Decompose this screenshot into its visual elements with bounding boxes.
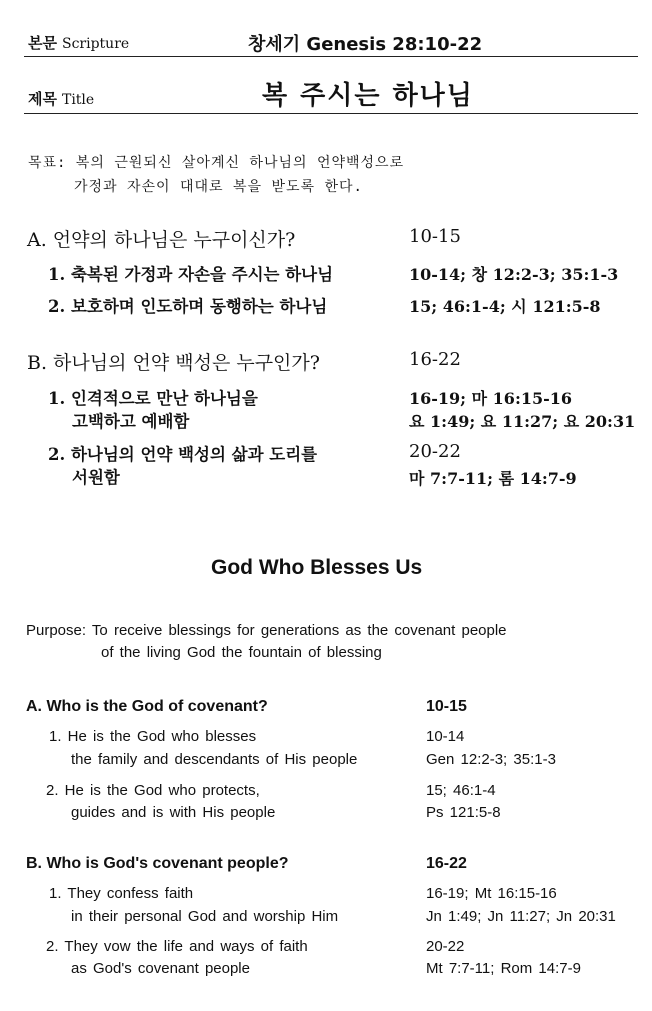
- section-b-item2-ref2-en: Mt 7:7-11; Rom 14:7-9: [426, 960, 581, 977]
- section-b-item1-line2-en: in their personal God and worship Him: [71, 908, 339, 925]
- scripture-reference: 창세기 Genesis 28:10-22: [248, 34, 483, 55]
- section-b-item2-line1-en: 2. They vow the life and ways of faith: [46, 938, 308, 955]
- scripture-label: [28, 32, 129, 53]
- section-a-item2-ko: 2. 보호하며 인도하며 동행하는 하나님: [48, 297, 328, 316]
- section-a-heading-ko: A. 언약의 하나님은 누구이신가?: [27, 229, 296, 251]
- section-b-ref-ko: 16-22: [409, 349, 461, 370]
- section-a-item1-line1-en: 1. He is the God who blesses: [49, 728, 257, 745]
- scripture-label-en: Scripture: [61, 36, 130, 52]
- section-a-item1-ko: 1. 축복된 가정과 자손을 주시는 하나님: [48, 265, 334, 284]
- section-a-item2-ref1-en: 15; 46:1-4: [426, 782, 496, 799]
- purpose-en-line2: of the living God the fountain of blessing: [101, 644, 382, 661]
- section-a-item1-line2-en: the family and descendants of His people: [71, 751, 358, 768]
- section-b-item2-line2-ko: 서원함: [72, 468, 120, 487]
- section-b-item2-line2-en: as God's covenant people: [71, 960, 250, 977]
- section-b-heading-ko: B. 하나님의 언약 백성은 누구인가?: [27, 352, 320, 374]
- purpose-en-line1: Purpose: To receive blessings for generations as the covenant people: [26, 622, 507, 639]
- english-title: God Who Blesses Us: [211, 556, 423, 579]
- title-label-en: Title: [61, 92, 95, 108]
- page-title: 복 주시는 하나님: [262, 81, 474, 111]
- section-a-item1-ref-ko: 10-14; 창 12:2-3; 35:1-3: [409, 265, 619, 284]
- section-b-item1-ref2-en: Jn 1:49; Jn 11:27; Jn 20:31: [426, 908, 616, 925]
- purpose-ko-line2: 가정과 자손이 대대로 복을 받도록 한다.: [74, 179, 363, 195]
- section-b-item1-ref1-en: 16-19; Mt 16:15-16: [426, 885, 557, 902]
- section-a-item2-line2-en: guides and is with His people: [71, 804, 276, 821]
- section-a-item1-ref1-en: 10-14: [426, 728, 465, 745]
- section-b-item1-line1-ko: 1. 인격적으로 만난 하나님을: [48, 389, 258, 408]
- section-b-item2-ref1-ko: 20-22: [409, 441, 461, 462]
- section-b-item2-ref2-ko: 마 7:7-11; 롬 14:7-9: [409, 469, 577, 488]
- section-a-heading-en: A. Who is the God of covenant?: [26, 698, 268, 715]
- purpose-ko-line1: 목표: 복의 근원되신 살아계신 하나님의 언약백성으로: [28, 155, 405, 171]
- title-label: [28, 88, 94, 109]
- section-b-item2-line1-ko: 2. 하나님의 언약 백성의 삶과 도리를: [48, 445, 318, 464]
- section-a-ref-en: 10-15: [426, 698, 467, 715]
- header-divider-bottom: [24, 113, 638, 114]
- section-a-item1-ref2-en: Gen 12:2-3; 35:1-3: [426, 751, 556, 768]
- title-label-ko: 제목: [28, 90, 57, 108]
- scripture-label-ko: 본문: [28, 34, 57, 52]
- section-a-item2-ref2-en: Ps 121:5-8: [426, 804, 501, 821]
- section-b-heading-en: B. Who is God's covenant people?: [26, 855, 289, 872]
- section-b-item2-ref1-en: 20-22: [426, 938, 465, 955]
- section-b-item1-line1-en: 1. They confess faith: [49, 885, 194, 902]
- section-b-item1-ref2-ko: 요 1:49; 요 11:27; 요 20:31: [409, 412, 636, 431]
- section-b-item1-line2-ko: 고백하고 예배함: [72, 412, 190, 431]
- header-divider-top: [24, 56, 638, 57]
- section-a-item2-line1-en: 2. He is the God who protects,: [46, 782, 260, 799]
- section-b-ref-en: 16-22: [426, 855, 467, 872]
- section-a-item2-ref-ko: 15; 46:1-4; 시 121:5-8: [409, 297, 601, 316]
- section-a-ref-ko: 10-15: [409, 226, 461, 247]
- section-b-item1-ref1-ko: 16-19; 마 16:15-16: [409, 389, 573, 408]
